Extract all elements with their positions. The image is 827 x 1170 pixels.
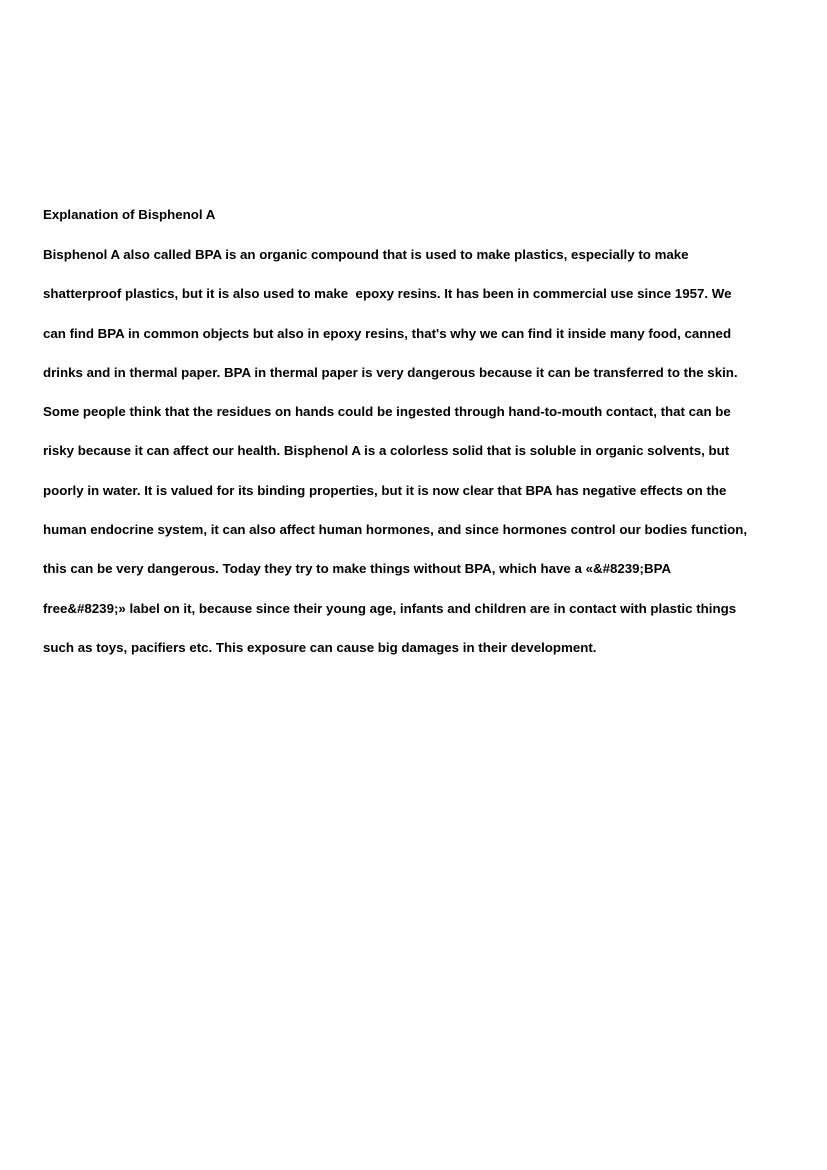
document-title: Explanation of Bisphenol A xyxy=(43,207,216,222)
paragraph-line: risky because it can affect our health. Bisphenol A is a colorless solid that is soluble in organic solvents, but xyxy=(43,443,730,459)
paragraph-line: shatterproof plastics, but it is also used to make epoxy resins. It has been in commercial use since 1957. We xyxy=(43,286,732,302)
body-paragraph xyxy=(43,245,788,677)
paragraph-line: this can be very dangerous. Today they try to make things without BPA, which have a «&#8239;BPA xyxy=(43,561,672,577)
paragraph-line: Bisphenol A also called BPA is an organic compound that is used to make plastics, especially to make xyxy=(43,247,689,262)
paragraph-line: human endocrine system, it can also affect human hormones, and since hormones control our bodies function, xyxy=(43,522,748,538)
paragraph-line: can find BPA in common objects but also in epoxy resins, that's why we can find it inside many food, canned xyxy=(43,325,732,341)
paragraph-line: free&#8239;» label on it, because since their young age, infants and children are in contact with plastic things xyxy=(43,600,737,616)
paragraph-line: drinks and in thermal paper. BPA in thermal paper is very dangerous because it can be transferred to the skin. xyxy=(43,364,738,380)
paragraph-line: such as toys, pacifiers etc. This exposure can cause big damages in their development. xyxy=(43,639,597,655)
paragraph-line: Some people think that the residues on hands could be ingested through hand-to-mouth contact, that can be xyxy=(43,404,731,420)
document-content xyxy=(43,205,788,677)
paragraph-line: poorly in water. It is valued for its binding properties, but it is now clear that BPA has negative effects on the xyxy=(43,482,727,498)
